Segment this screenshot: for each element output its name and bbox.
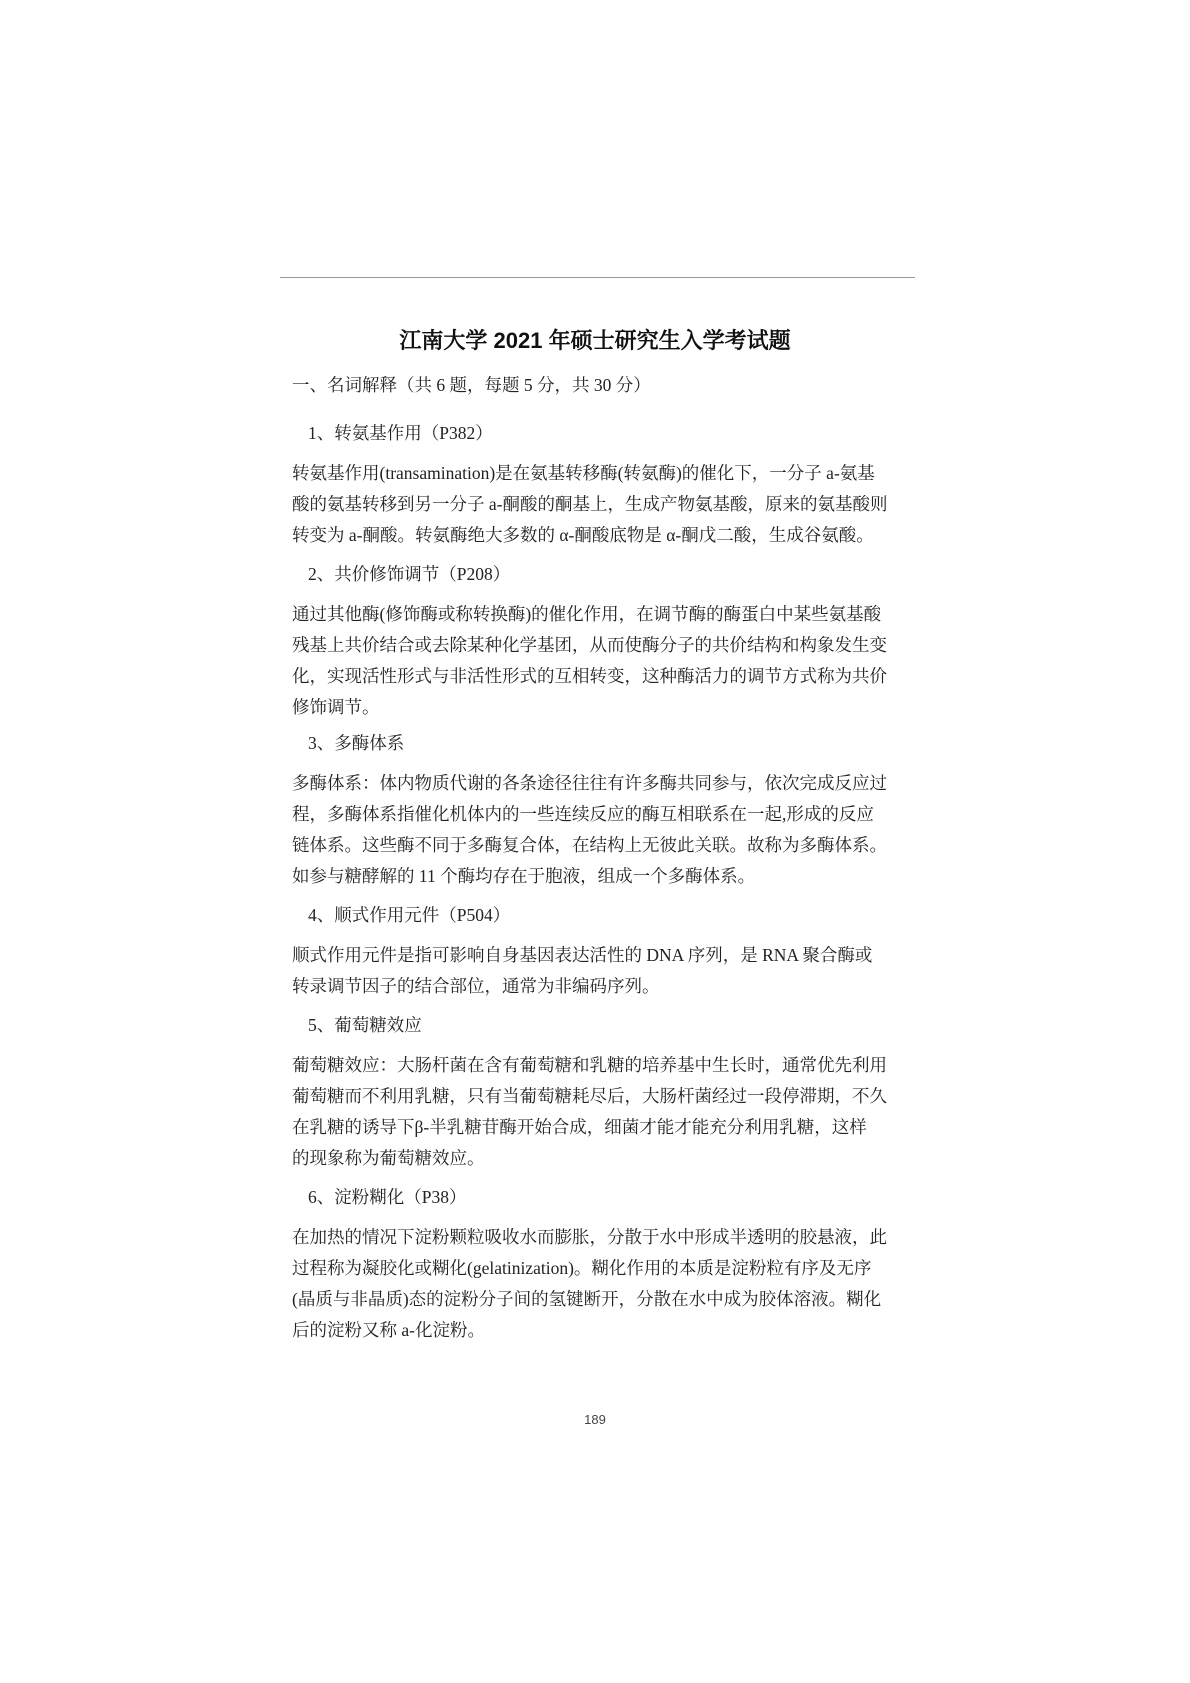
answer-line: 链体系。这些酶不同于多酶复合体，在结构上无彼此关联。故称为多酶体系。 bbox=[292, 835, 887, 855]
header-rule bbox=[280, 277, 915, 278]
section-heading: 一、名词解释（共 6 题，每题 5 分，共 30 分） bbox=[292, 375, 651, 395]
question-item bbox=[292, 1185, 917, 1346]
question-heading: 5、葡萄糖效应 bbox=[308, 1015, 422, 1035]
question-item bbox=[292, 731, 917, 892]
answer-line: 在乳糖的诱导下β-半乳糖苷酶开始合成，细菌才能才能充分利用乳糖，这样 bbox=[292, 1117, 867, 1137]
page-title: 江南大学 2021 年硕士研究生入学考试题 bbox=[399, 328, 791, 353]
answer-line: 转氨基作用(transamination)是在氨基转移酶(转氨酶)的催化下，一分子 a-氨基 bbox=[292, 463, 875, 483]
question-item bbox=[292, 903, 917, 1002]
answer-line: 如参与糖酵解的 11 个酶均存在于胞液，组成一个多酶体系。 bbox=[292, 866, 756, 886]
answer-line: 酸的氨基转移到另一分子 a-酮酸的酮基上，生成产物氨基酸，原来的氨基酸则 bbox=[292, 494, 888, 514]
question-heading: 4、顺式作用元件（P504） bbox=[308, 905, 511, 925]
answer-line: 通过其他酶(修饰酶或称转换酶)的催化作用，在调节酶的酶蛋白中某些氨基酸 bbox=[292, 604, 882, 624]
answer-line: 化，实现活性形式与非活性形式的互相转变，这种酶活力的调节方式称为共价 bbox=[292, 666, 887, 686]
answer-line: 多酶体系：体内物质代谢的各条途径往往有许多酶共同参与，依次完成反应过 bbox=[292, 773, 887, 793]
answer-line: 残基上共价结合或去除某种化学基团，从而使酶分子的共价结构和构象发生变 bbox=[292, 635, 887, 655]
answer-line: 转变为 a-酮酸。转氨酶绝大多数的 α-酮酸底物是 α-酮戊二酸，生成谷氨酸。 bbox=[292, 525, 874, 545]
question-heading: 2、共价修饰调节（P208） bbox=[308, 564, 511, 584]
answer-line: 程，多酶体系指催化机体内的一些连续反应的酶互相联系在一起,形成的反应 bbox=[292, 804, 874, 824]
answer-line: 在加热的情况下淀粉颗粒吸收水而膨胀，分散于水中形成半透明的胶悬液，此 bbox=[292, 1227, 887, 1247]
question-item bbox=[292, 562, 917, 723]
answer-line: 转录调节因子的结合部位，通常为非编码序列。 bbox=[292, 976, 660, 996]
question-heading: 3、多酶体系 bbox=[308, 733, 405, 753]
question-heading: 6、淀粉糊化（P38） bbox=[308, 1187, 467, 1207]
question-heading: 1、转氨基作用（P382） bbox=[308, 423, 493, 443]
answer-line: 修饰调节。 bbox=[292, 697, 380, 717]
answer-line: 的现象称为葡萄糖效应。 bbox=[292, 1148, 485, 1168]
answer-line: 顺式作用元件是指可影响自身基因表达活性的 DNA 序列，是 RNA 聚合酶或 bbox=[292, 945, 873, 965]
answer-line: 后的淀粉又称 a-化淀粉。 bbox=[292, 1320, 485, 1340]
page-number: 189 bbox=[584, 1412, 606, 1427]
answer-line: 葡萄糖而不利用乳糖，只有当葡萄糖耗尽后，大肠杆菌经过一段停滞期，不久 bbox=[292, 1086, 887, 1106]
answer-line: (晶质与非晶质)态的淀粉分子间的氢键断开，分散在水中成为胶体溶液。糊化 bbox=[292, 1289, 882, 1309]
answer-line: 葡萄糖效应：大肠杆菌在含有葡萄糖和乳糖的培养基中生长时，通常优先利用 bbox=[292, 1055, 887, 1075]
question-item bbox=[292, 1013, 917, 1174]
answer-line: 过程称为凝胶化或糊化(gelatinization)。糊化作用的本质是淀粉粒有序及无序 bbox=[292, 1258, 872, 1278]
question-item bbox=[292, 421, 917, 551]
